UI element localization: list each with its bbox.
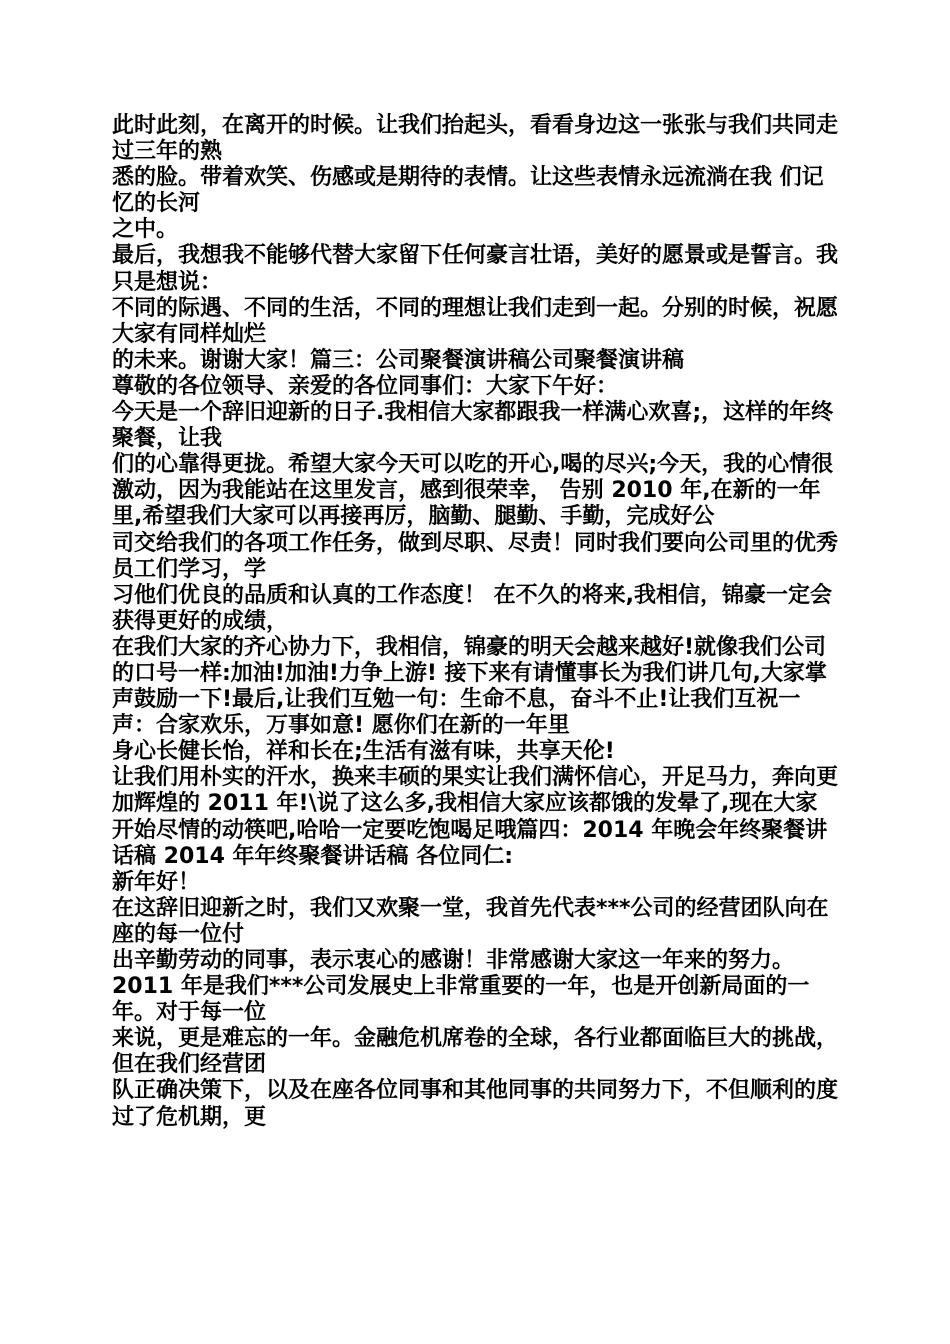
paragraph: 悉的脸。带着欢笑、伤感或是期待的表情。让这些表情永远流淌在我 们记忆的长河 xyxy=(112,165,824,217)
paragraph: 在我们大家的齐心协力下，我相信，锦豪的明天会越来越好!就像我们公司的口号一样:加油!加油!力争上游! 接下来有请懂事长为我们讲几句,大家掌声鼓励一下!最后,让我们互勉一句：生命不息，奋斗不止!让我们互祝一声：合家欢乐，万事如意! 愿你们在新的一年里 xyxy=(112,634,827,739)
paragraph: 尊敬的各位领导、亲爱的各位同事们：大家下午好： xyxy=(112,373,619,399)
paragraph: 的未来。谢谢大家！篇三：公司聚餐演讲稿公司聚餐演讲稿 xyxy=(112,347,685,373)
paragraph: 队正确决策下，以及在座各位同事和其他同事的共同努力下，不但顺利的度过了危机期，更 xyxy=(112,1078,839,1130)
paragraph: 今天是一个辞旧迎新的日子.我相信大家都跟我一样满心欢喜;，这样的年终聚餐，让我 xyxy=(112,400,834,452)
paragraph: 让我们用朴实的汗水，换来丰硕的果实让我们满怀信心，开足马力，奔向更加辉煌的 2011 年!\说了这么多,我相信大家应该都饿的发晕了,现在大家开始尽情的动筷吧,哈哈一定要吃饱喝足哦篇四：2014 年晚会年终聚餐讲话稿 2014 年年终聚餐讲话稿 各位同仁: xyxy=(112,765,839,869)
document-body xyxy=(112,113,838,1131)
paragraph: 不同的际遇、不同的生活，不同的理想让我们走到一起。分别的时候，祝愿大家有同样灿烂 xyxy=(112,295,839,347)
paragraph: 之中。 xyxy=(112,217,179,243)
paragraph: 最后，我想我不能够代替大家留下任何豪言壮语，美好的愿景或是誓言。我只是想说： xyxy=(112,243,839,295)
paragraph: 出辛勤劳动的同事，表示衷心的感谢！非常感谢大家这一年来的努力。2011 年是我们***公司发展史上非常重要的一年，也是开创新局面的一年。对于每一位 xyxy=(112,948,810,1026)
paragraph: 在这辞旧迎新之时，我们又欢聚一堂，我首先代表***公司的经营团队向在座的每一位付 xyxy=(112,895,829,947)
paragraph: 新年好！ xyxy=(112,869,201,895)
paragraph: 来说，更是难忘的一年。金融危机席卷的全球，各行业都面临巨大的挑战，但在我们经营团 xyxy=(112,1026,839,1078)
paragraph: 们的心靠得更拢。希望大家今天可以吃的开心,喝的尽兴;今天，我的心情很激动，因为我能站在这里发言，感到很荣幸， 告别 2010 年,在新的一年里,希望我们大家可以再接再厉，脑勤、腿勤、手勤，完成好公 xyxy=(112,452,834,530)
paragraph: 此时此刻，在离开的时候。让我们抬起头，看看身边这一张张与我们共同走过三年的熟 xyxy=(112,113,839,165)
paragraph: 司交给我们的各项工作任务，做到尽职、尽责！同时我们要向公司里的优秀员工们学习，学 xyxy=(112,530,839,582)
paragraph: 身心长健长怡，祥和长在;生活有滋有味，共享天伦! xyxy=(112,739,615,765)
paragraph: 习他们优良的品质和认真的工作态度！ 在不久的将来,我相信，锦豪一定会获得更好的成绩， xyxy=(112,582,833,634)
